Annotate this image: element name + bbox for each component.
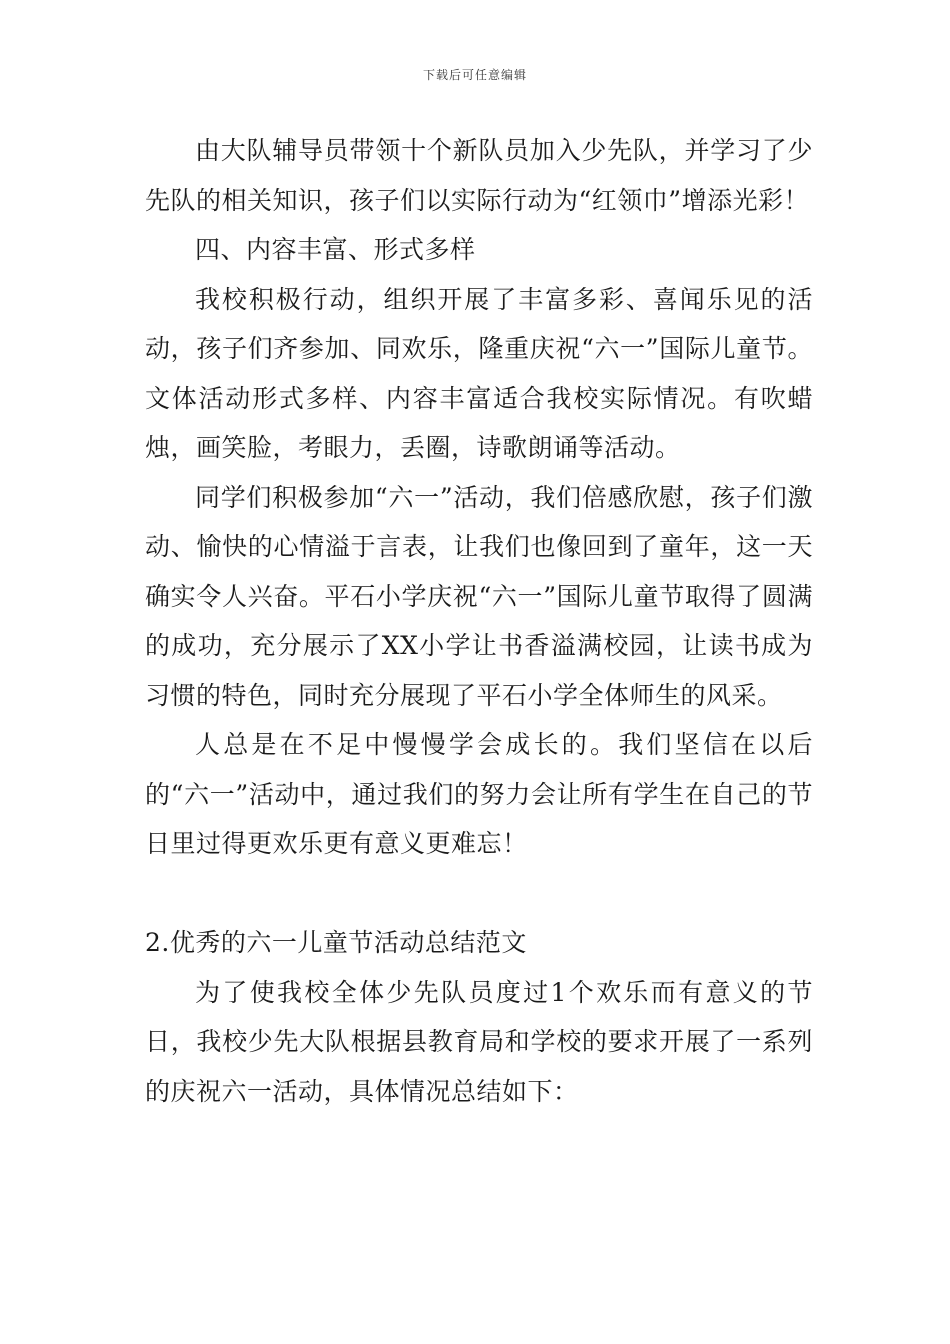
paragraph-new-members: 由大队辅导员带领十个新队员加入少先队，并学习了少先队的相关知识，孩子们以实际行动为“红领巾”增添光彩！ (145, 136, 813, 215)
paragraph-intro-2: 为了使我校全体少先队员度过1个欢乐而有意义的节日，我校少先大队根据县教育局和学校的要求开展了一系列的庆祝六一活动，具体情况总结如下： (145, 977, 813, 1106)
article-heading-2: 2.优秀的六一儿童节活动总结范文 (145, 928, 527, 957)
paragraph-participation: 同学们积极参加“六一”活动，我们倍感欣慰，孩子们激动、愉快的心情溢于言表，让我们也像回到了童年，这一天确实令人兴奋。平石小学庆祝“六一”国际儿童节取得了圆满的成功，充分展示了XX小学让书香溢满校园，让读书成为习惯的特色，同时充分展现了平石小学全体师生的风采。 (145, 482, 813, 710)
section-heading-four: 四、内容丰富、形式多样 (195, 235, 476, 264)
document-body (145, 126, 813, 1116)
header-note: 下载后可任意编辑 (422, 68, 527, 82)
blank-line (145, 869, 813, 919)
paragraph-activities: 我校积极行动，组织开展了丰富多彩、喜闻乐见的活动，孩子们齐参加、同欢乐，隆重庆祝“六一”国际儿童节。文体活动形式多样、内容丰富适合我校实际情况。有吹蜡烛，画笑脸，考眼力，丢圈，诗歌朗诵等活动。 (145, 284, 813, 462)
paragraph-growth: 人总是在不足中慢慢学会成长的。我们坚信在以后的“六一”活动中，通过我们的努力会让所有学生在自己的节日里过得更欢乐更有意义更难忘！ (145, 730, 813, 858)
